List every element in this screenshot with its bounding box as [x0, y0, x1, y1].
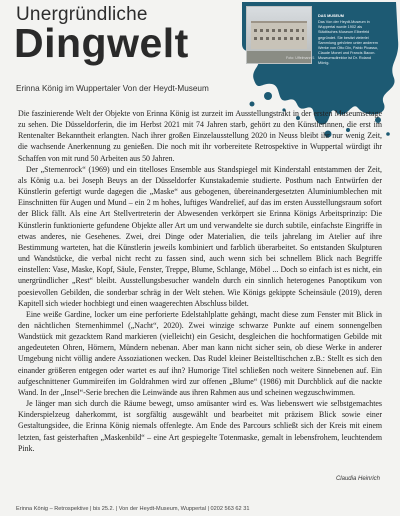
article-body [18, 108, 382, 454]
paragraph: Eine weiße Gardine, locker um eine perforierte Edelstahlplatte gehängt, macht diese zum Fenster mit Blick in den nächtlichen Sternenhimmel („Nacht“, 2020). Zwei winzige schwarze Punkte auf einem sonnengelben Wandstück mit gezacktem Rand markieren (vielleicht) ein Gesicht, desgleichen die hochformatigen Gebilde mit angedeuteten Ohren, Hörnern, Mündern nebenan. Aber man kann nicht sicher sein, ob diese Werke in anderer Umgebung nicht völlig andere Assoziationen wecken. Das Rudel kleiner Beistelltischchen z.B.: Stellt es sich den einander größeren entgegen oder wartet es auf ihn? Humorige Titel schließen noch weitere Sinnebenen auf. Ein aufgeschnittener Gummireifen im Goldrahmen wird zur offenen „Blume“ (1986) mit Durchblick auf die nackte Wand. In der „Insel“-Serie brechen die Leinwände aus ihren Rahmen aus und scheinen wegzuschwimmen. [18, 309, 382, 397]
info-footer: Erinna König – Retrospektive | bis 25.2. | Von der Heydt-Museum, Wuppertal | 0202 563 62 31 [16, 506, 250, 512]
paragraph: Der „Sternenrock“ (1969) und ein titelloses Ensemble aus Standspiegel mit Kinderstahl entstammen der Zeit, als König u.a. bei Joseph Beuys an der Düsseldorfer Kunstakademie studierte. Posthum nach Entwürfen der Künstlerin gefertigt wurde dagegen die „Maske“ aus gebogenen, übereinandergesetzten Aluminiumblechen mit Einschnitten für Augen und Mund – ein 2 m hohes, luftiges Wandrelief, auf das im ersten Ausstellungsraum sofort der Blick fällt. Als eine Art Stellvertreterin der Abwesenden verkörpert sie Erinna Königs Arbeitsprinzip: Die Künstlerin funktionierte gefundene Objekte aller Art um und verwandelte sie durch subtile, einfachste Eingriffe in etwas anderes, nie Gesehenes. Zwei, drei Dinge oder Materialien, die teils jahrelang im Atelier auf ihre Bestimmung warteten, hat die Künstlerin jeweils kombiniert und farblich überarbeitet. So entstanden Skulpturen und Wandstücke, die verbal nicht recht zu fassen sind, auch wenn sich bei schnellem Blick nach Begriffe einstellen: Vase, Maske, Kopf, Säule, Fenster, Treppe, Blume, Schlange, Möbel ... Doch so einfach ist es nicht, ein unergründlicher „Rest“ bleibt. Ausstellungsbesucher wandeln durch ein sinnlich heterogenes Panoptikum von poesievollen Gebilden, die sonderbar schräg in der Welt stehen. Wie Königs gekippte Scheinsäule (2019), deren Kapitell sich wieder hochbiegt und einen waagerechten Abschluss bildet. [18, 164, 382, 308]
window-row [254, 29, 304, 32]
info-text: Das Von der Heydt-Museum in Wuppertal wurde 1902 als Städtisches Museum Elberfeld gegründet. Sie besitzt vielerlei Sammlung gehörten unter anderem Werke von Otto Dix, Pablo Picasso, Claude Monet und Francis Bacon. Museumsdirektor ist Dr. Roland Mönig. [318, 20, 379, 66]
article-subtitle: Erinna König im Wuppertaler Von der Heydt-Museum [16, 84, 209, 93]
info-heading: DAS MUSEUM [318, 14, 344, 18]
article-kicker: Unergründliche [16, 4, 148, 25]
paragraph: Die faszinierende Welt der Objekte von Erinna König ist zurzeit im Ausstellungstrakt in der ersten Museumsetage zu sehen. Die Düsseldorferin, die im Herbst 2021 mit 74 Jahren starb, gehört zu den Künstlerinnen, die erst im Rentenalter Bekanntheit erlangten. Nach ihrer großen Einzelausstellung 2020 in Neuss bleibt ihr nur wenig Zeit, die wachsende Anerkennung zu genießen. Die noch mit ihr vorbereitete Retrospektive in Wuppertal würdigt ihr Schaffen von mit rund 50 Arbeiten aus 50 Jahren. [18, 109, 382, 163]
author-signature: Claudia Heinrich [335, 476, 380, 482]
photo-credit: Foto: Uffelmann/J. [286, 56, 316, 60]
article-title: Dingwelt [14, 20, 189, 66]
paragraph: Je länger man sich durch die Räume bewegt, umso amüsanter wird es. Was liebenswert wie selbstgemachtes Kinderspielzeug daherkommt, ist sorgfältig ausgewählt und bearbeitet mit präzisem Blick sowie einer Gestaltungsidee, die Erinna König niemals offenlegte. Am Ende des Parcours schließt sich der Kreis mit einem letzten, fast geisterhaften „Maskenbild“ – eine Art gespiegelte Totenmaske, gemalt in lebensfrohem, leuchtendem Pink. [18, 399, 382, 453]
museum-building-shape [251, 21, 307, 49]
museum-info-box [318, 14, 380, 66]
window-row [254, 37, 304, 40]
